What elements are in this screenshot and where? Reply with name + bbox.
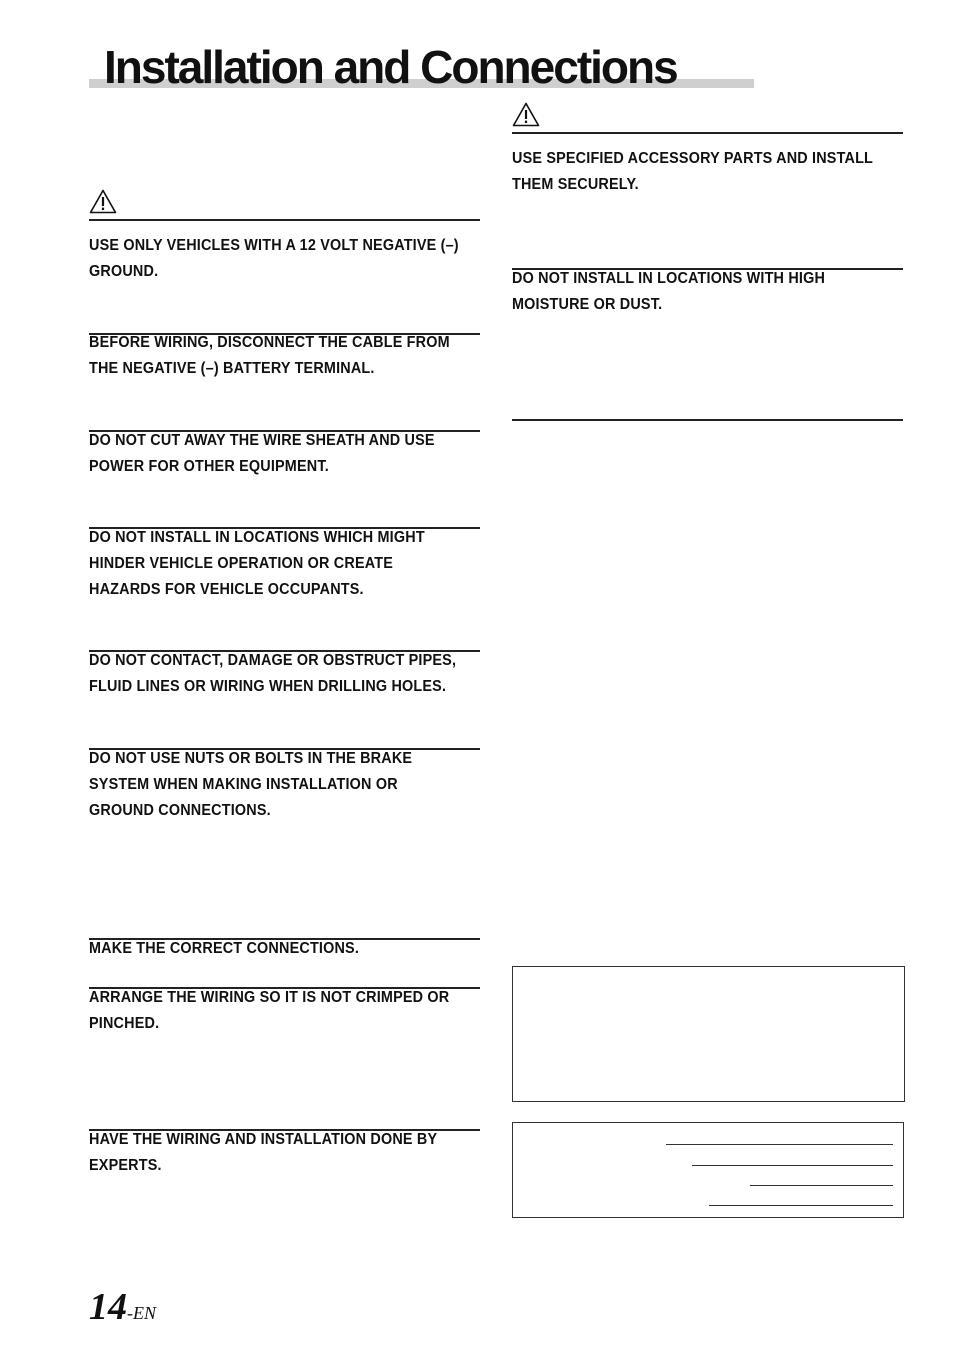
warning-triangle-icon <box>89 189 117 214</box>
fill-in-line <box>692 1165 893 1166</box>
caution-disconnect-battery: BEFORE WIRING, DISCONNECT THE CABLE FROM THE NEGATIVE (–) BATTERY TERMINAL. <box>89 334 450 377</box>
fill-in-line <box>750 1185 893 1186</box>
fill-in-line <box>709 1205 893 1206</box>
caution-correct-connections: MAKE THE CORRECT CONNECTIONS. <box>89 940 360 957</box>
caution-drilling-holes: DO NOT CONTACT, DAMAGE OR OBSTRUCT PIPES, FLUID LINES OR WIRING WHEN DRILLING HOLES. <box>89 652 457 695</box>
caution-wiring-crimped: ARRANGE THE WIRING SO IT IS NOT CRIMPED OR PINCHED. <box>89 989 450 1032</box>
record-box <box>512 1122 904 1218</box>
caution-12v-ground: USE ONLY VEHICLES WITH A 12 VOLT NEGATIVE (–) GROUND. <box>89 237 459 280</box>
caution-wire-sheath: DO NOT CUT AWAY THE WIRE SHEATH AND USE POWER FOR OTHER EQUIPMENT. <box>89 432 435 475</box>
caution-accessory-parts: USE SPECIFIED ACCESSORY PARTS AND INSTALL THEM SECURELY. <box>512 150 874 193</box>
section-rule <box>512 132 903 134</box>
section-rule <box>512 419 903 421</box>
note-box <box>512 966 905 1102</box>
page-number <box>89 1288 156 1326</box>
caution-experts: HAVE THE WIRING AND INSTALLATION DONE BY EXPERTS. <box>89 1131 438 1174</box>
caution-brake-system: DO NOT USE NUTS OR BOLTS IN THE BRAKE SYSTEM WHEN MAKING INSTALLATION OR GROUND CONNECTIONS. <box>89 750 413 819</box>
fill-in-line <box>666 1144 893 1145</box>
caution-install-location: DO NOT INSTALL IN LOCATIONS WHICH MIGHT HINDER VEHICLE OPERATION OR CREATE HAZARDS FOR VEHICLE OCCUPANTS. <box>89 529 425 598</box>
page-number-value: 14 <box>89 1286 127 1328</box>
caution-moisture-dust: DO NOT INSTALL IN LOCATIONS WITH HIGH MOISTURE OR DUST. <box>512 270 826 313</box>
page-title: Installation and Connections <box>104 41 677 93</box>
section-rule <box>89 219 480 221</box>
page-number-suffix: -EN <box>127 1303 156 1323</box>
warning-triangle-icon <box>512 102 540 127</box>
